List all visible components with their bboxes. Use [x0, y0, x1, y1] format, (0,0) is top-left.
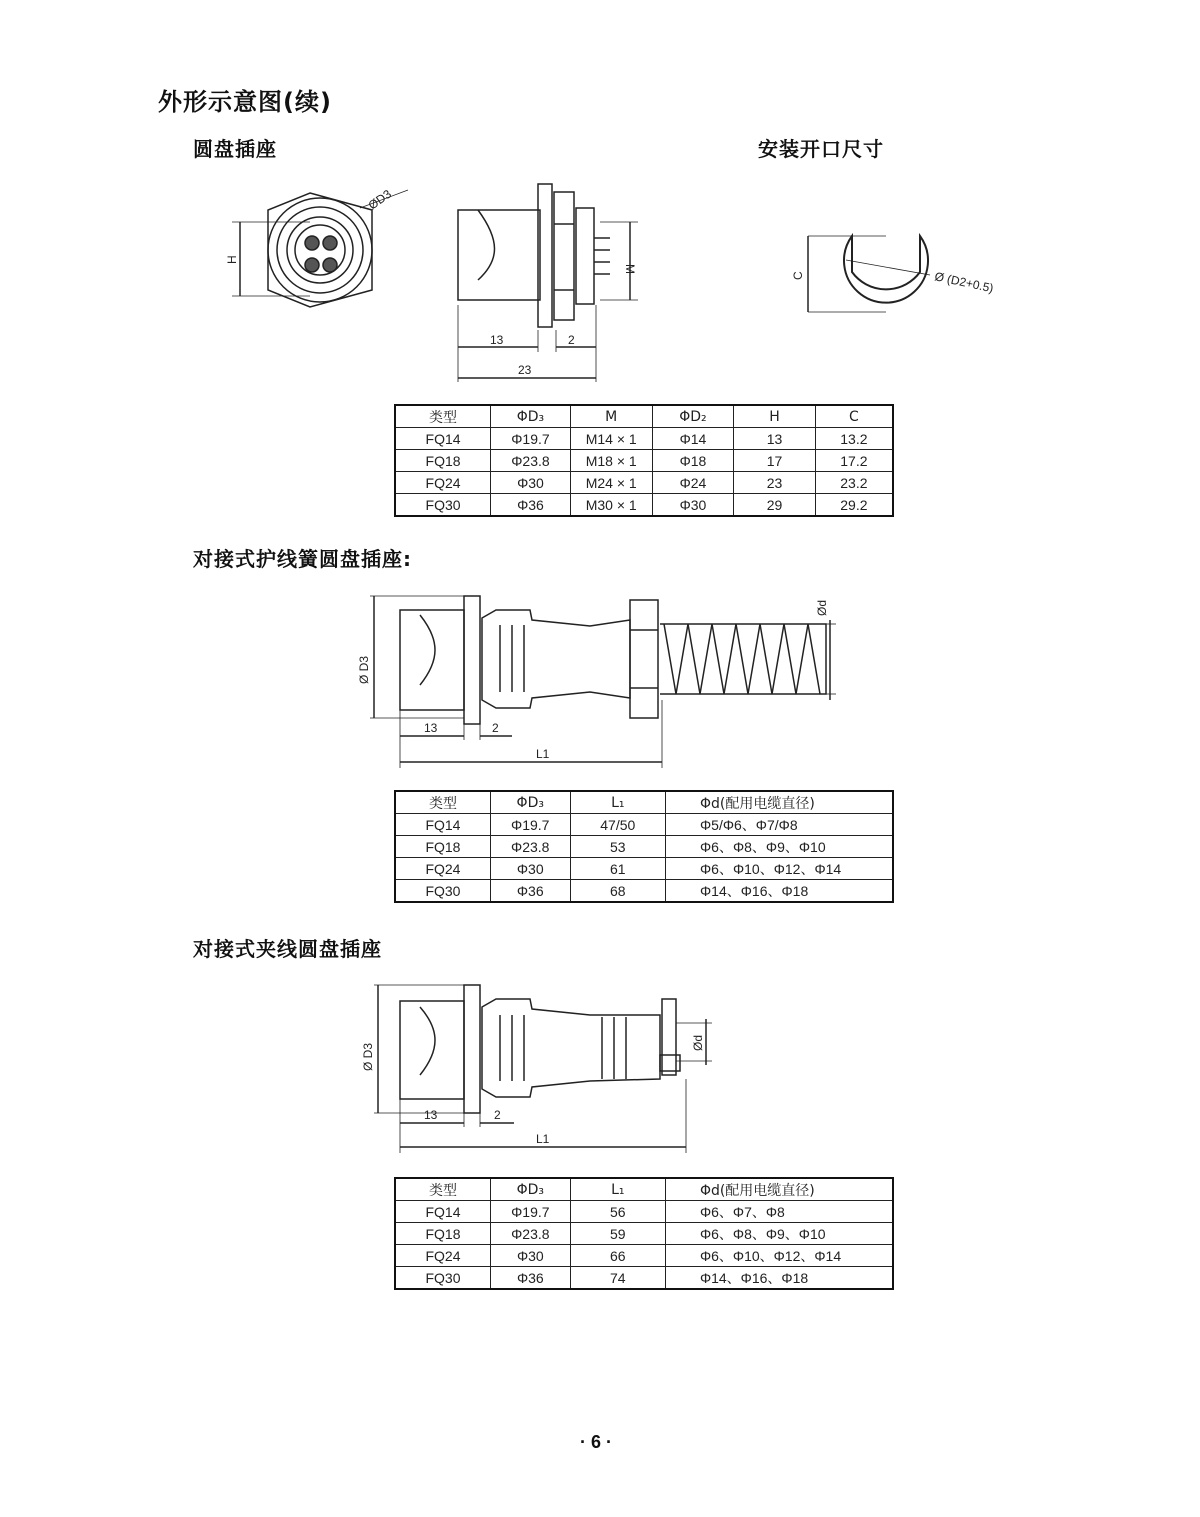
table-header-cell: Φd(配用电缆直径): [666, 791, 894, 814]
d-label: Ød: [815, 599, 829, 616]
d3-label: Ø D3: [361, 1042, 375, 1071]
table-cell: Φ14: [652, 428, 734, 450]
table-cell: Φ6、Φ7、Φ8: [665, 1201, 893, 1223]
table-cell: 23: [734, 472, 816, 494]
dim-2-label: 2: [494, 1108, 501, 1122]
table-header-cell: Φd(配用电缆直径): [665, 1178, 893, 1201]
table-cell: FQ24: [395, 858, 490, 880]
dim-23-label: 23: [518, 363, 532, 377]
table-cell: FQ24: [395, 472, 491, 494]
table-cell: 47/50: [570, 814, 665, 836]
table-header-cell: ΦD₃: [490, 791, 570, 814]
table-cell: Φ23.8: [491, 450, 571, 472]
table-header-cell: M: [570, 405, 652, 428]
hex-nut-front: [268, 193, 372, 307]
table-cell: Φ36: [490, 880, 570, 903]
h-label: H: [225, 255, 239, 264]
table-cell: FQ14: [395, 428, 491, 450]
table-header-cell: ΦD₂: [652, 405, 734, 428]
section-title-spring-socket: 对接式护线簧圆盘插座:: [193, 547, 412, 571]
table-cell: Φ23.8: [490, 1223, 570, 1245]
table-header-cell: C: [815, 405, 893, 428]
table-cell: Φ19.7: [490, 814, 570, 836]
clamp-socket-table: [394, 1177, 894, 1290]
table-header-cell: H: [734, 405, 816, 428]
table-cell: 13.2: [815, 428, 893, 450]
table-row: [395, 428, 893, 450]
table-row: [395, 880, 893, 903]
table-cell: 29: [734, 494, 816, 517]
table-row: [395, 450, 893, 472]
table-cell: Φ30: [490, 1245, 570, 1267]
table-cell: 56: [570, 1201, 665, 1223]
table-cell: 29.2: [815, 494, 893, 517]
table-cell: 53: [570, 836, 665, 858]
dim-2-label: 2: [492, 721, 499, 735]
spring-socket-table: [394, 790, 894, 903]
table-row: [395, 1245, 893, 1267]
dim-2-label: 2: [568, 333, 575, 347]
table-cell: FQ24: [395, 1245, 490, 1267]
dim-13-label: 13: [424, 1108, 438, 1122]
page-title: 外形示意图(续): [158, 88, 332, 116]
table-cell: Φ36: [490, 1267, 570, 1290]
table-cell: Φ36: [491, 494, 571, 517]
c-label: C: [791, 271, 805, 280]
d-label: Ød: [691, 1034, 705, 1051]
section-title-cutout: 安装开口尺寸: [758, 137, 884, 161]
table-cell: Φ19.7: [490, 1201, 570, 1223]
table-cell: FQ30: [395, 880, 490, 903]
panel-socket-drawing: [0, 0, 1200, 400]
table-header-cell: ΦD₃: [491, 405, 571, 428]
table-cell: 74: [570, 1267, 665, 1290]
page-number: · 6 ·: [580, 1432, 613, 1452]
section-title-panel-socket: 圆盘插座: [193, 137, 277, 161]
table-header-cell: 类型: [395, 791, 490, 814]
clamp-socket-drawing: [0, 975, 1200, 1155]
table-header-cell: L₁: [570, 791, 665, 814]
table-cell: M30 × 1: [570, 494, 652, 517]
table-cell: FQ30: [395, 1267, 490, 1290]
table-cell: Φ5/Φ6、Φ7/Φ8: [666, 814, 894, 836]
table-cell: Φ6、Φ8、Φ9、Φ10: [665, 1223, 893, 1245]
table-cell: Φ30: [491, 472, 571, 494]
table-cell: FQ18: [395, 1223, 490, 1245]
table-header-cell: 类型: [395, 405, 491, 428]
table-cell: Φ19.7: [491, 428, 571, 450]
table-row: [395, 1201, 893, 1223]
table-cell: FQ14: [395, 814, 490, 836]
d3-label: Ø D3: [357, 655, 371, 684]
table-cell: M14 × 1: [570, 428, 652, 450]
m-label: M: [623, 264, 637, 274]
table-cell: FQ30: [395, 494, 491, 517]
table-row: [395, 494, 893, 517]
table-row: [395, 1223, 893, 1245]
table-cell: 17.2: [815, 450, 893, 472]
table-row: [395, 858, 893, 880]
section-title-clamp-socket: 对接式夹线圆盘插座: [193, 937, 382, 961]
table-cell: FQ18: [395, 836, 490, 858]
table-cell: 59: [570, 1223, 665, 1245]
table-cell: Φ30: [652, 494, 734, 517]
l1-label: L1: [536, 747, 550, 761]
table-row: [395, 836, 893, 858]
table-header-cell: ΦD₃: [490, 1178, 570, 1201]
table-cell: Φ6、Φ10、Φ12、Φ14: [665, 1245, 893, 1267]
table-cell: 66: [570, 1245, 665, 1267]
d3-label: ØD3: [365, 186, 394, 213]
table-cell: 23.2: [815, 472, 893, 494]
table-cell: 17: [734, 450, 816, 472]
dim-13-label: 13: [424, 721, 438, 735]
table-row: [395, 472, 893, 494]
table-cell: Φ14、Φ16、Φ18: [666, 880, 894, 903]
table-cell: Φ6、Φ8、Φ9、Φ10: [666, 836, 894, 858]
l1-label: L1: [536, 1132, 550, 1146]
table-cell: FQ18: [395, 450, 491, 472]
table-cell: 61: [570, 858, 665, 880]
table-cell: Φ30: [490, 858, 570, 880]
table-cell: M24 × 1: [570, 472, 652, 494]
table-cell: 68: [570, 880, 665, 903]
dim-13-label: 13: [490, 333, 504, 347]
table-cell: FQ14: [395, 1201, 490, 1223]
table-cell: 13: [734, 428, 816, 450]
table-cell: Φ24: [652, 472, 734, 494]
table-row: [395, 1267, 893, 1290]
spring-socket-drawing: [0, 580, 1200, 770]
table-header-cell: L₁: [570, 1178, 665, 1201]
panel-socket-table: [394, 404, 894, 517]
table-cell: M18 × 1: [570, 450, 652, 472]
table-cell: Φ14、Φ16、Φ18: [665, 1267, 893, 1290]
table-cell: Φ23.8: [490, 836, 570, 858]
d2-label: Ø (D2+0.5): [933, 269, 995, 296]
table-cell: Φ6、Φ10、Φ12、Φ14: [666, 858, 894, 880]
table-cell: Φ18: [652, 450, 734, 472]
table-header-cell: 类型: [395, 1178, 490, 1201]
table-row: [395, 814, 893, 836]
